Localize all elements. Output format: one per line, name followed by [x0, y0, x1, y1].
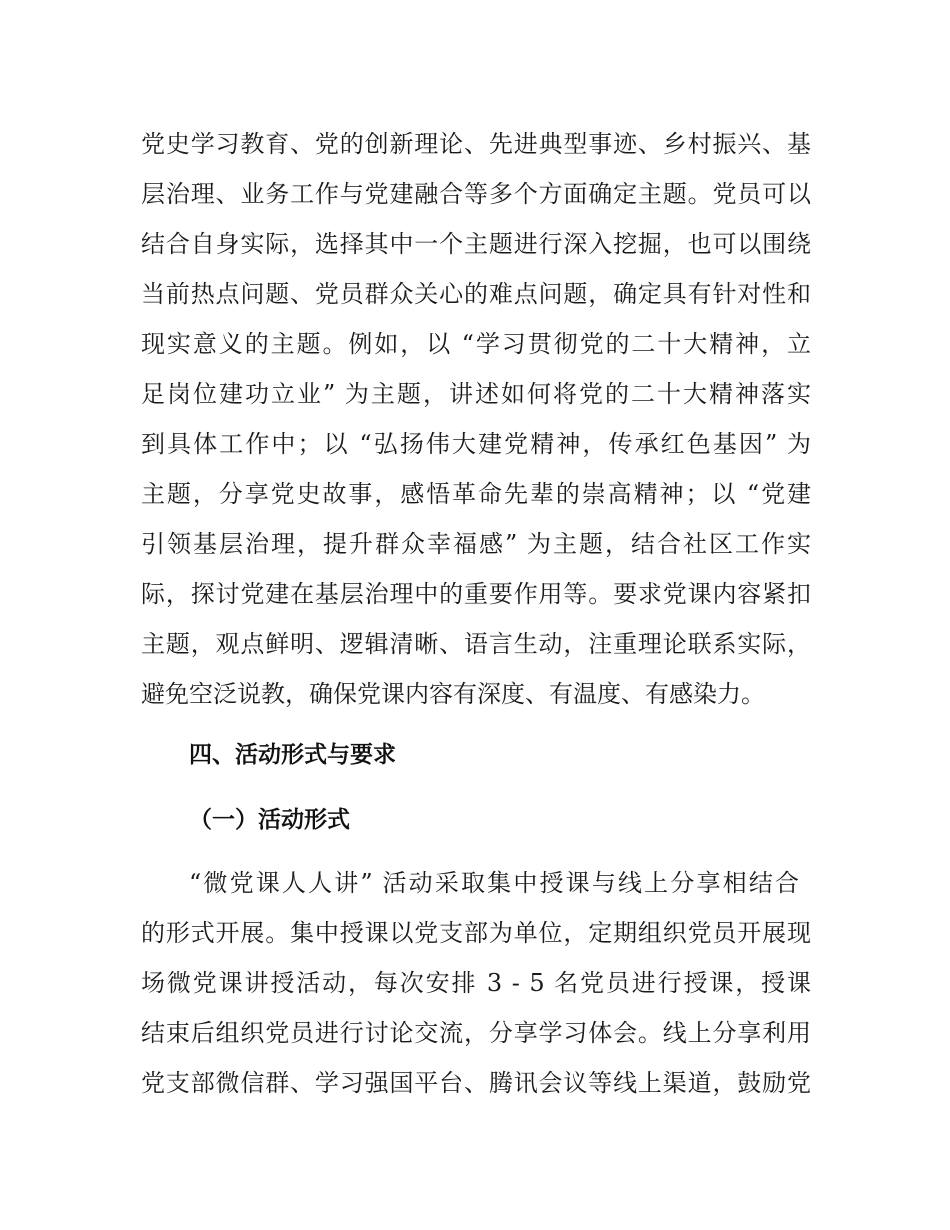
paragraph-line: 际，探讨党建在基层治理中的重要作用等。要求党课内容紧扣 — [141, 580, 811, 608]
paragraph-line: 到具体工作中；以 “弘扬伟大建党精神，传承红色基因” 为 — [141, 430, 811, 458]
paragraph-line: 避免空泛说教，确保党课内容有深度、有温度、有感染力。 — [141, 680, 765, 708]
paragraph-line: 层治理、业务工作与党建融合等多个方面确定主题。党员可以 — [141, 180, 811, 208]
paragraph-line: 主题，分享党史故事，感悟革命先辈的崇高精神；以 “党建 — [141, 480, 811, 508]
paragraph-line: 足岗位建功立业” 为主题，讲述如何将党的二十大精神落实 — [141, 380, 811, 408]
paragraph-line: 党史学习教育、党的创新理论、先进典型事迹、乡村振兴、基 — [141, 130, 811, 158]
paragraph-line: 主题，观点鲜明、逻辑清晰、语言生动，注重理论联系实际， — [141, 630, 811, 658]
paragraph-line: 当前热点问题、党员群众关心的难点问题，确定具有针对性和 — [141, 280, 811, 308]
paragraph-line: 结束后组织党员进行讨论交流，分享学习体会。线上分享利用 — [141, 1019, 811, 1047]
paragraph-line: 引领基层治理，提升群众幸福感” 为主题，结合社区工作实 — [141, 530, 811, 558]
paragraph-line: 现实意义的主题。例如，以 “学习贯彻党的二十大精神，立 — [141, 330, 811, 358]
paragraph-line: 党支部微信群、学习强国平台、腾讯会议等线上渠道，鼓励党 — [141, 1069, 811, 1097]
subsection-heading: （一）活动形式 — [189, 807, 350, 833]
paragraph-line: 的形式开展。集中授课以党支部为单位，定期组织党员开展现 — [141, 919, 811, 947]
paragraph-line: “微党课人人讲” 活动采取集中授课与线上分享相结合 — [189, 869, 799, 897]
paragraph-line: 场微党课讲授活动，每次安排 3 - 5 名党员进行授课，授课 — [141, 969, 811, 997]
section-heading: 四、活动形式与要求 — [189, 742, 396, 768]
paragraph-line: 结合自身实际，选择其中一个主题进行深入挖掘，也可以围绕 — [141, 230, 811, 258]
